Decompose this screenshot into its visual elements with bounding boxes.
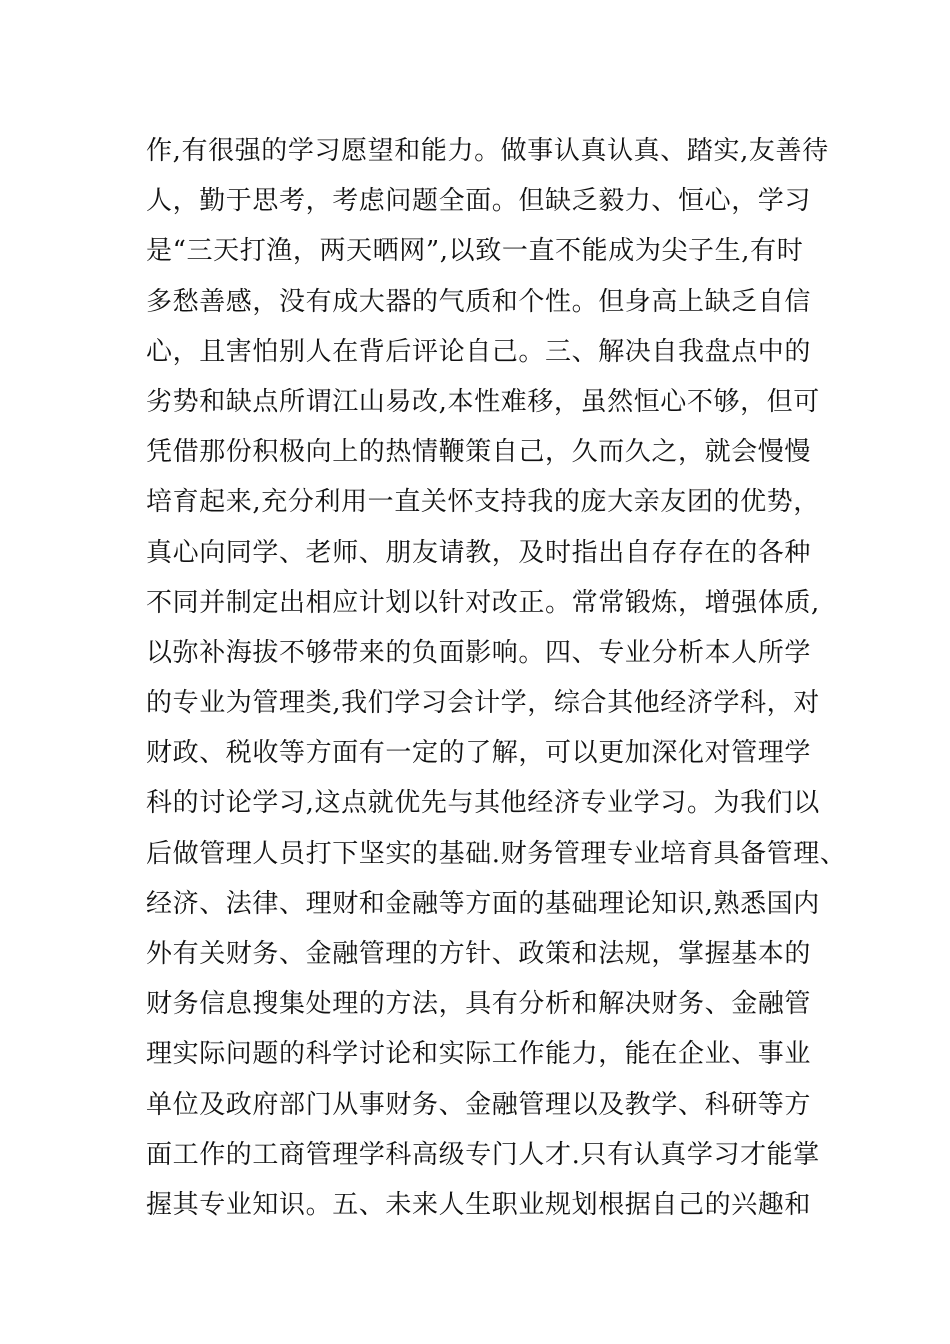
text-line: 多愁善感，没有成大器的气质和个性。但身高上缺乏自信 [146,286,812,317]
text-line: 的专业为管理类,我们学习会计学，综合其他经济学科，对 [146,688,820,719]
text-line: 经济、法律、理财和金融等方面的基础理论知识,熟悉国内 [146,888,820,919]
text-line: 财政、税收等方面有一定的了解，可以更加深化对管理学 [146,738,812,769]
text-line: 劣势和缺点所谓江山易改,本性难移，虽然恒心不够，但可 [146,386,820,417]
text-line: 作,有很强的学习愿望和能力。做事认真认真、踏实,友善待 [146,136,829,166]
body-text [146,126,846,1230]
text-line: 是“三天打渔，两天晒网”,以致一直不能成为尖子生,有时 [146,236,804,267]
text-line: 握其专业知识。五、未来人生职业规划根据自己的兴趣和 [146,1189,812,1220]
text-line: 心，且害怕别人在背后评论自己。三、解决自我盘点中的 [146,336,812,367]
text-line: 真心向同学、老师、朋友请教，及时指出自存存在的各种 [146,537,812,568]
text-line: 后做管理人员打下坚实的基础.财务管理专业培育具备管理、 [146,838,847,869]
text-line: 面工作的工商管理学科高级专门人才.只有认真学习才能掌 [146,1139,820,1170]
text-line: 以弥补海拔不够带来的负面影响。四、专业分析本人所学 [146,637,812,668]
text-line: 人，勤于思考，考虑问题全面。但缺乏毅力、恒心，学习 [146,186,812,217]
text-line: 培育起来,充分利用一直关怀支持我的庞大亲友团的优势， [146,487,820,518]
text-line: 理实际问题的科学讨论和实际工作能力，能在企业、事业 [146,1039,812,1070]
text-line: 科的讨论学习,这点就优先与其他经济专业学习。为我们以 [146,788,820,819]
text-line: 单位及政府部门从事财务、金融管理以及教学、科研等方 [146,1089,812,1120]
text-line: 财务信息搜集处理的方法，具有分析和解决财务、金融管 [146,989,812,1020]
text-line: 外有关财务、金融管理的方针、政策和法规，掌握基本的 [146,939,812,969]
text-line: 凭借那份积极向上的热情鞭策自己，久而久之，就会慢慢 [146,437,812,468]
text-line: 不同并制定出相应计划以针对改正。常常锻炼，增强体质, [146,587,820,618]
